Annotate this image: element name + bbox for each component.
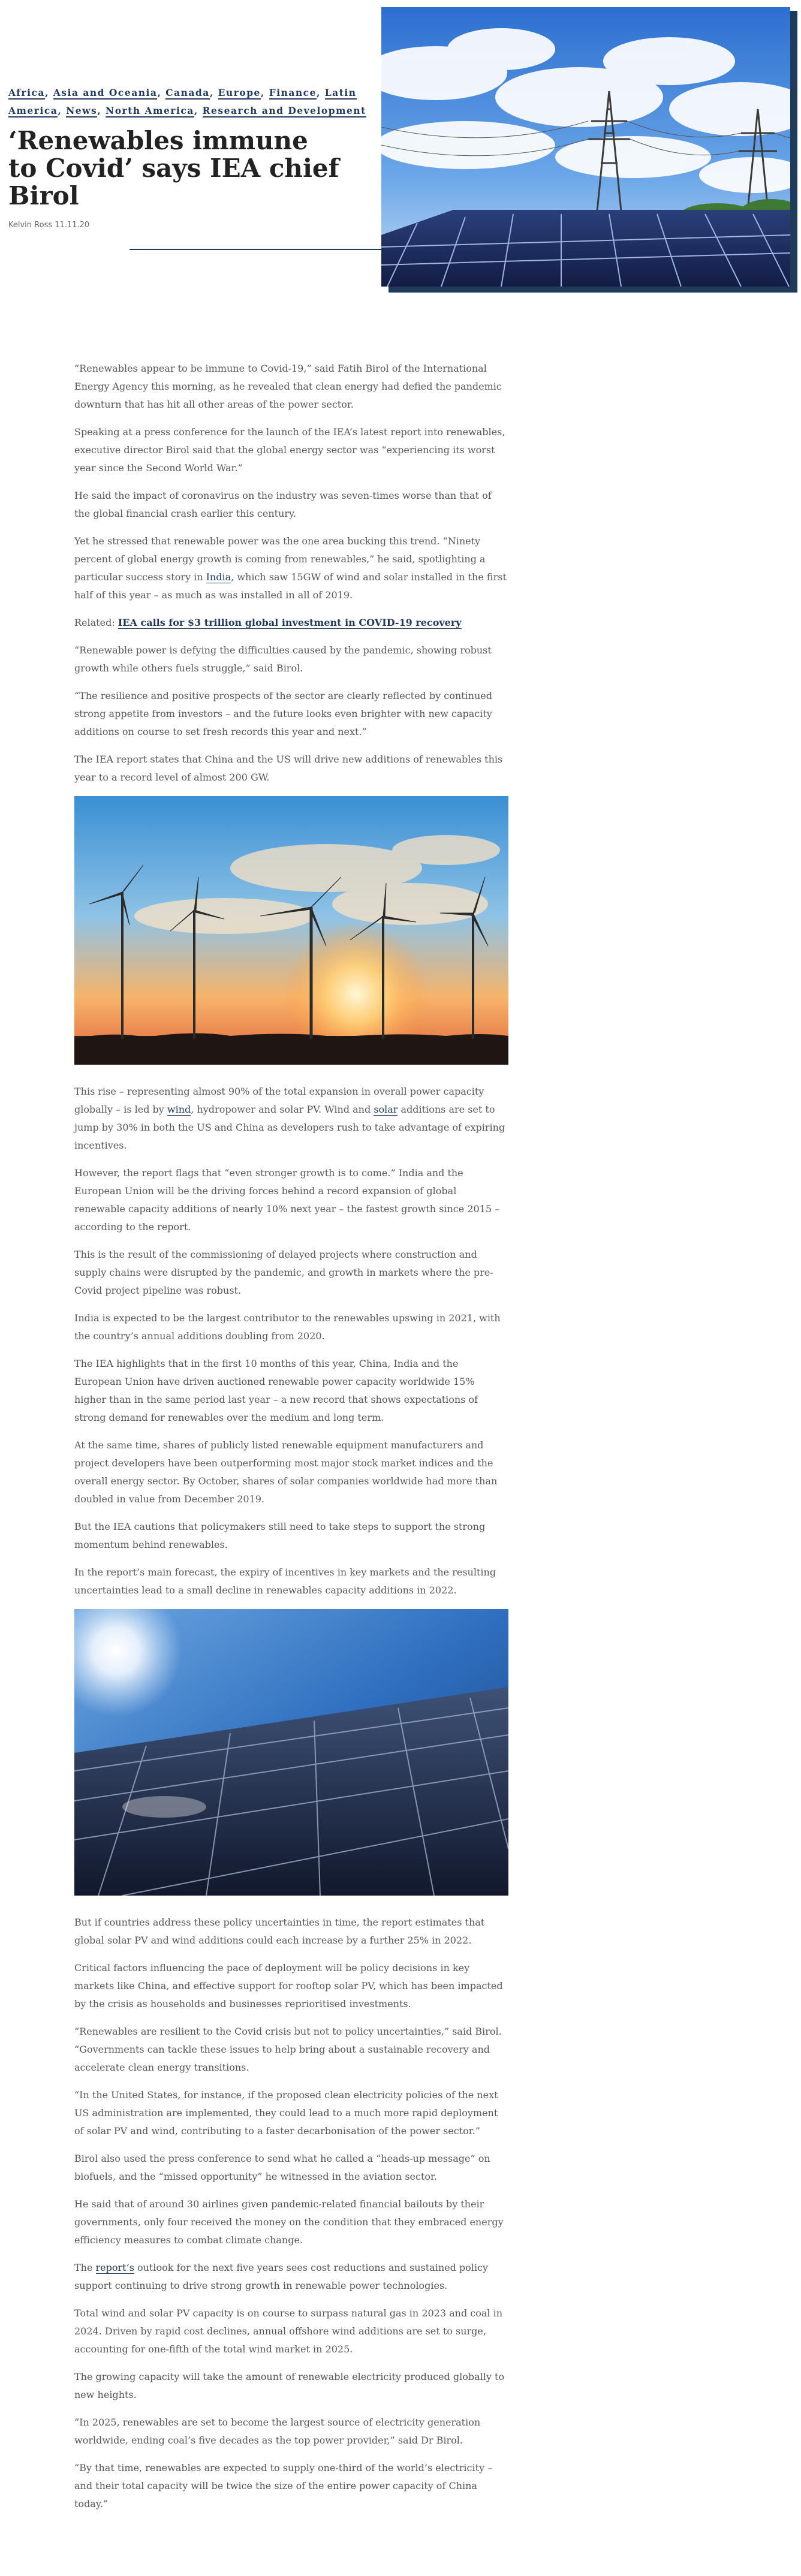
category-link[interactable]: North America [106, 105, 194, 116]
paragraph-text: , hydropower and solar PV. Wind and [191, 1104, 374, 1115]
pylons-and-solar-panels-photo [381, 7, 790, 287]
paragraph: He said the impact of coronavirus on the industry was seven-times worse than that of the global financial crash earlier this century. [74, 490, 492, 519]
category-link[interactable]: Africa [8, 87, 45, 98]
article-header [0, 0, 801, 300]
category-link[interactable]: Canada [165, 87, 210, 98]
paragraph: But if countries address these policy uncertainties in time, the report estimates that global solar PV and wind additions could each increase by a further 25% in 2022. [74, 1917, 485, 1946]
paragraph: “In 2025, renewables are set to become the largest source of electricity generation worldwide, ending coal’s five decades as the top power provider,” said Dr Birol. [74, 2417, 481, 2446]
solar-link[interactable]: solar [374, 1104, 398, 1115]
paragraph-text: , which saw 15GW of wind and solar installed in the first half of this year – as much as was installed in all of 2019. [74, 571, 507, 601]
paragraph: Speaking at a press conference for the launch of the IEA’s latest report into renewables, executive director Birol said that the global energy sector was “experiencing its worst year since the Second World War.” [74, 426, 505, 474]
paragraph-text: This rise – representing almost 90% of the total expansion in overall power capacity globally – is led by [74, 1086, 484, 1115]
paragraph [74, 2259, 508, 2295]
paragraph: “In the United States, for instance, if the proposed clean electricity policies of the next US administration are implemented, they could lead to a much more rapid deployment of solar PV and wind, contributing to a faster decarbonisation of the power sector.” [74, 2089, 498, 2137]
paragraph [74, 532, 508, 604]
category-list: Africa, Asia and Oceania, Canada, Europe, Finance, Latin America, News, North America, Research and Development [8, 87, 366, 116]
paragraph: Critical factors influencing the pace of deployment will be policy decisions in key markets like China, and effective support for rooftop solar PV, which has been impacted by the crisis as households and businesses reprioritised investments. [74, 1962, 503, 2009]
category-link[interactable]: Research and Development [202, 105, 366, 116]
wind-link[interactable]: wind [167, 1104, 191, 1115]
paragraph: “By that time, renewables are expected to supply one-third of the world’s electricity – and their total capacity will be twice the size of the entire power capacity of China today.” [74, 2462, 493, 2509]
paragraph: Birol also used the press conference to send what he called a “heads-up message” on biofuels, and the “missed opportunity” he witnessed in the aviation sector. [74, 2153, 490, 2182]
paragraph-text: outlook for the next five years sees cost reductions and sustained policy support continuing to drive strong growth in renewable power technologies. [74, 2262, 489, 2291]
paragraph: Total wind and solar PV capacity is on course to surpass natural gas in 2023 and coal in 2024. Driven by rapid cost declines, annual offshore wind additions are set to surge, accounting for one-fifth of the total wind market in 2025. [74, 2307, 503, 2355]
header-text [8, 84, 368, 230]
hero-image [381, 7, 790, 287]
category-link[interactable]: Asia and Oceania [53, 87, 158, 98]
paragraph-text: Yet he stressed that renewable power was the one area bucking this trend. “Ninety percent of global energy growth is coming from renewables,” he said, spotlighting a particular success story in [74, 535, 486, 583]
paragraph: He said that of around 30 airlines given pandemic-related financial bailouts by their governments, only four received the money on the condition that they embraced energy efficiency measures to combat climate change. [74, 2198, 504, 2246]
paragraph: At the same time, shares of publicly listed renewable equipment manufacturers and project developers have been outperforming most major stock market indices and the overall energy sector. By October, shares of solar companies worldwide had more than doubled in value from December 2019. [74, 1439, 498, 1505]
category-link[interactable]: News [66, 105, 98, 116]
paragraph: The IEA report states that China and the US will drive new additions of renewables this year to a record level of almost 200 GW. [74, 754, 503, 783]
paragraph: “Renewable power is defying the difficulties caused by the pandemic, showing robust growth while others fuels struggle,” said Birol. [74, 644, 492, 674]
paragraph: However, the report flags that “even stronger growth is to come.” India and the European Union will be the driving forces behind a record expansion of global renewable capacity additions of nearly 10% next year – the fastest growth since 2015 – according to the report. [74, 1167, 500, 1233]
paragraph: “Renewables are resilient to the Covid crisis but not to policy uncertainties,” said Birol. “Governments can tackle these issues to help bring about a sustainable recovery and accelerate clean energy transitions. [74, 2026, 502, 2073]
paragraph [74, 1083, 508, 1155]
author-byline: Kelvin Ross 11.11.20 [8, 221, 90, 230]
category-link[interactable]: Europe [218, 87, 261, 98]
paragraph: “The resilience and positive prospects of the sector are clearly reflected by continued strong appetite from investors – and the future looks even brighter with new capacity additions on course to set fresh records this year and next.” [74, 690, 492, 737]
article-body [74, 360, 508, 2523]
paragraph: But the IEA cautions that policymakers still need to take steps to support the strong momentum behind renewables. [74, 1521, 486, 1550]
related-label: Related: [74, 617, 118, 628]
report-link[interactable]: report’s [95, 2262, 134, 2273]
paragraph: The growing capacity will take the amount of renewable electricity produced globally to new heights. [74, 2371, 505, 2400]
india-link[interactable]: India [206, 571, 231, 583]
paragraph: This is the result of the commissioning of delayed projects where construction and supply chains were disrupted by the pandemic, and growth in markets where the pre-Covid project pipeline was robust. [74, 1249, 493, 1296]
related-article-link[interactable]: IEA calls for $3 trillion global investment in COVID-19 recovery [118, 617, 462, 628]
paragraph: India is expected to be the largest contributor to the renewables upswing in 2021, with the country’s annual additions doubling from 2020. [74, 1312, 501, 1342]
paragraph-text: additions are set to jump by 30% in both the US and China as developers rush to take advantage of expiring incentives. [74, 1104, 505, 1151]
wind-turbines-at-sunset-photo [74, 796, 508, 1065]
related-article [74, 614, 508, 632]
article-title: ‘Renewables immune to Covid’ says IEA chief Birol [8, 126, 339, 210]
paragraph: In the report’s main forecast, the expiry of incentives in key markets and the resulting uncertainties lead to a small decline in renewables capacity additions in 2022. [74, 1566, 496, 1596]
paragraph: “Renewables appear to be immune to Covid-19,” said Fatih Birol of the International Energy Agency this morning, as he revealed that clean energy had defied the pandemic downturn that has hit all other areas of the power sector. [74, 363, 502, 410]
solar-panel-array-in-sun-photo [74, 1609, 508, 1896]
paragraph: The IEA highlights that in the first 10 months of this year, China, India and the European Union have driven auctioned renewable power capacity worldwide 15% higher than in the same period last year – a new record that shows expectations of strong demand for renewables over the medium and long term. [74, 1358, 478, 1423]
category-link[interactable]: Finance [269, 87, 317, 98]
category-link[interactable]: Latin America [8, 87, 357, 116]
paragraph-text: The [74, 2262, 96, 2273]
decorative-rule [130, 249, 381, 250]
